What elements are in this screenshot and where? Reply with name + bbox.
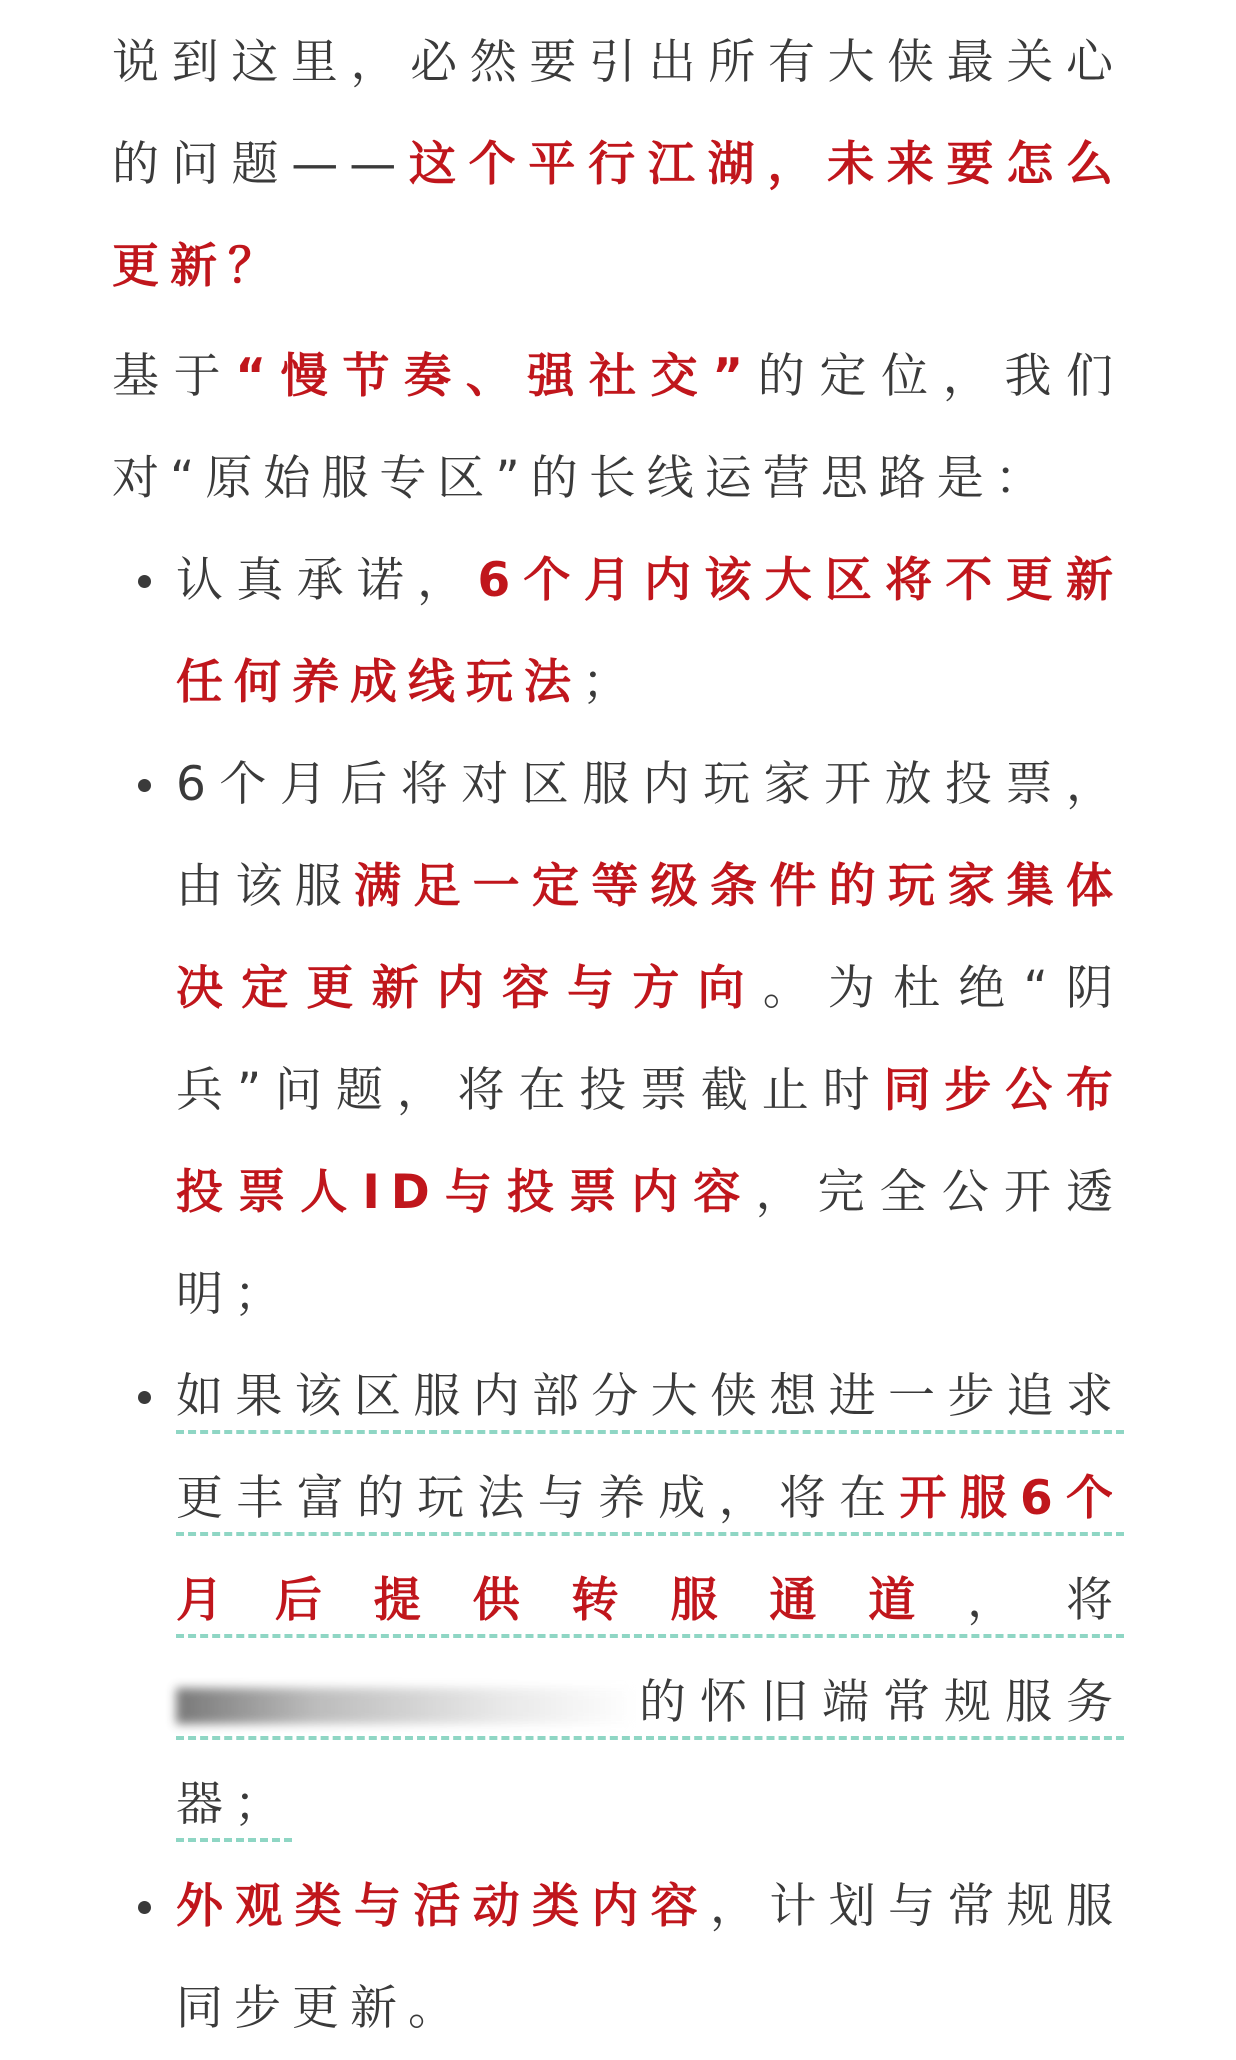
bullet-dot-icon: [138, 1901, 151, 1914]
blurred-redaction: [176, 1688, 636, 1724]
list-item: [112, 1346, 1124, 1856]
underlined-text: 如果该区服内部分大侠想进一步追求更丰富的玩法与养成，将在开服6个月后提供转服通道，将的怀旧端常规服务器；: [176, 1369, 1124, 1842]
list-item: 6个月后将对区服内玩家开放投票，由该服满足一定等级条件的玩家集体决定更新内容与方向。为杜绝“阴兵”问题，将在投票截止时同步公布投票人ID与投票内容，完全公开透明；: [112, 734, 1124, 1346]
bullet-dot-icon: [138, 1391, 151, 1404]
article-body: [112, 0, 1124, 2060]
paragraph-positioning: [112, 326, 1124, 530]
intro-highlight: 这个平行江湖，未来要怎么更新？: [112, 137, 1125, 294]
list-item: 外观类与活动类内容，计划与常规服同步更新。: [112, 1856, 1124, 2060]
paragraph-intro: [112, 12, 1124, 318]
positioning-suffix: 的定位，我们对“原始服专区”的长线运营思路是：: [112, 349, 1125, 506]
list-item: 认真承诺，6个月内该大区将不更新任何养成线玩法；: [112, 530, 1124, 734]
positioning-prefix: 基于: [112, 349, 236, 404]
intro-text: 说到这里，必然要引出所有大侠最关心的问题——: [112, 35, 1124, 192]
plan-list: [112, 530, 1124, 2060]
bullet-dot-icon: [138, 779, 151, 792]
positioning-highlight: “慢节奏、强社交”: [235, 349, 755, 404]
bullet-dot-icon: [138, 575, 151, 588]
